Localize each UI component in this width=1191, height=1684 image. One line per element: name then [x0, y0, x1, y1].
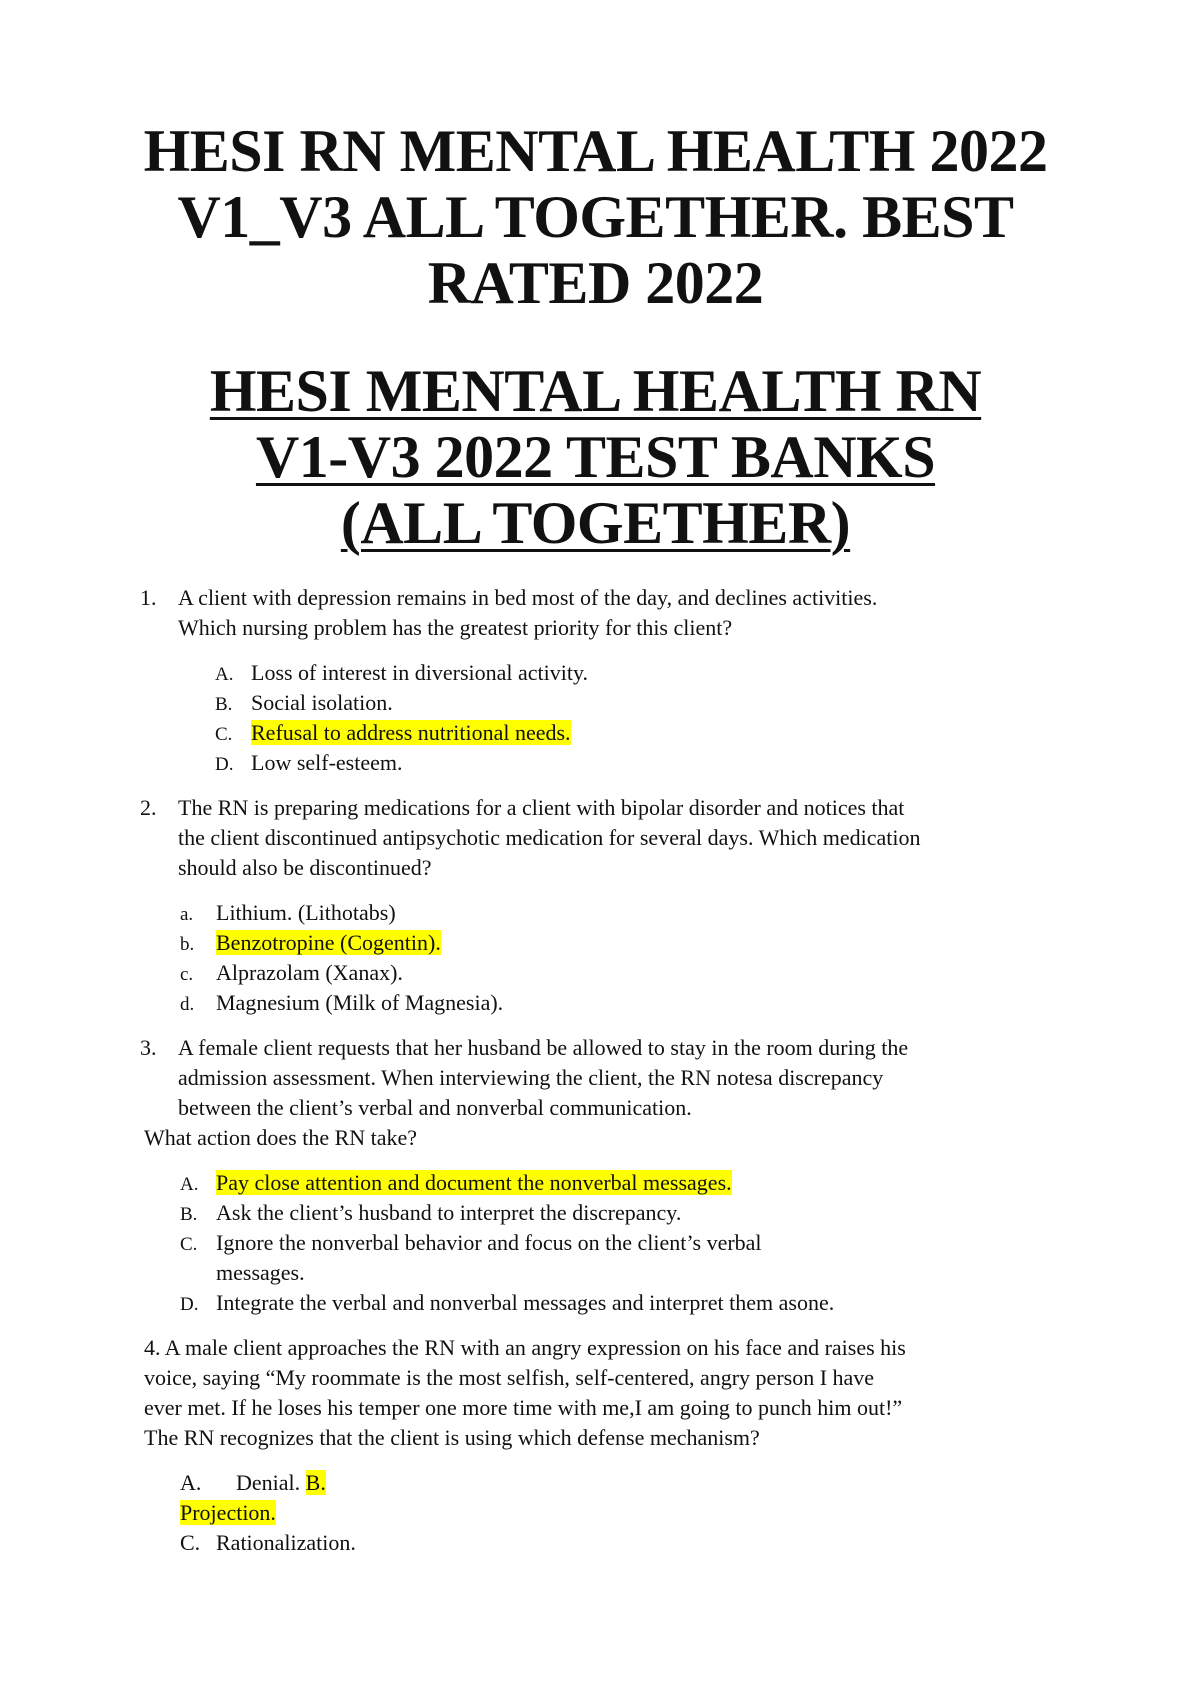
option-2d	[180, 988, 503, 1020]
question-text-line: A client with depression remains in bed most of the day, and declines activities.	[178, 585, 878, 610]
question-number: 1.	[140, 585, 157, 610]
document-title	[100, 118, 1091, 316]
option-4c	[180, 1528, 356, 1558]
question-text-line: voice, saying “My roommate is the most selfish, self-centered, angry person I have	[144, 1365, 875, 1390]
option-text: Alprazolam (Xanax).	[216, 960, 403, 985]
question-number: 2.	[140, 795, 157, 820]
question-text-line: Which nursing problem has the greatest priority for this client?	[178, 615, 733, 640]
document-subtitle	[100, 358, 1091, 556]
subtitle-line: V1-V3 2022 TEST BANKS	[255, 424, 936, 490]
option-2b	[180, 928, 441, 960]
option-2c	[180, 958, 403, 990]
question-2	[140, 793, 1090, 883]
option-letter: a.	[180, 904, 194, 925]
option-text: Magnesium (Milk of Magnesia).	[216, 990, 504, 1015]
question-number: 4.	[144, 1335, 161, 1360]
option-text-highlighted: Refusal to address nutritional needs.	[251, 720, 571, 745]
subtitle-line: HESI MENTAL HEALTH RN	[209, 358, 982, 424]
option-text: Denial.	[236, 1470, 301, 1495]
option-text: Social isolation.	[251, 690, 393, 715]
question-text-line: the client discontinued antipsychotic medication for several days. Which medication	[178, 825, 921, 850]
option-letter-highlighted: B.	[305, 1470, 326, 1495]
option-letter: B.	[215, 694, 233, 715]
option-1b	[215, 688, 393, 720]
option-text: Ignore the nonverbal behavior and focus on the client’s verbal	[216, 1230, 762, 1255]
option-2a	[180, 898, 396, 930]
option-3a	[180, 1168, 732, 1200]
option-text: Ask the client’s husband to interpret the discrepancy.	[216, 1200, 682, 1225]
option-letter: c.	[180, 964, 194, 985]
option-text-highlighted: Pay close attention and document the nonverbal messages.	[216, 1170, 732, 1195]
option-3d	[180, 1288, 834, 1320]
option-text: Lithium. (Lithotabs)	[216, 900, 396, 925]
question-1	[140, 583, 1090, 643]
option-letter: C.	[180, 1530, 201, 1555]
title-line: V1_V3 ALL TOGETHER. BEST	[177, 184, 1014, 250]
question-text-line: between the client’s verbal and nonverbal communication.	[178, 1095, 692, 1120]
option-letter: D.	[215, 754, 234, 775]
option-letter: D.	[180, 1294, 199, 1315]
subtitle-line: (ALL TOGETHER)	[340, 490, 851, 556]
question-number: 3.	[140, 1035, 157, 1060]
question-text-line: should also be discontinued?	[178, 855, 432, 880]
question-text-line: The RN is preparing medications for a client with bipolar disorder and notices that	[178, 795, 905, 820]
option-text-highlighted: Projection.	[180, 1500, 276, 1525]
option-text: Integrate the verbal and nonverbal messages and interpret them asone.	[216, 1290, 835, 1315]
option-letter: A.	[180, 1470, 202, 1495]
question-text-line: A female client requests that her husband be allowed to stay in the room during the	[178, 1035, 909, 1060]
option-letter: d.	[180, 994, 195, 1015]
option-letter: B.	[180, 1204, 198, 1225]
question-4	[144, 1333, 1094, 1453]
option-4a	[180, 1468, 326, 1498]
option-text: Loss of interest in diversional activity.	[251, 660, 589, 685]
option-letter: C.	[215, 724, 233, 745]
option-letter: A.	[180, 1174, 199, 1195]
option-1a	[215, 658, 588, 690]
option-text: Rationalization.	[216, 1530, 356, 1555]
title-line: RATED 2022	[427, 250, 764, 316]
question-3	[140, 1033, 1090, 1153]
option-letter: b.	[180, 934, 195, 955]
question-text-line	[144, 1333, 1094, 1363]
question-text-line: What action does the RN take?	[144, 1125, 418, 1150]
option-text-highlighted: Benzotropine (Cogentin).	[216, 930, 441, 955]
option-text: Low self-esteem.	[251, 750, 403, 775]
option-3b	[180, 1198, 681, 1230]
option-3c-continuation: messages.	[216, 1260, 305, 1285]
option-3c	[180, 1228, 762, 1260]
option-4b	[180, 1498, 276, 1528]
question-text-line: A male client approaches the RN with an angry expression on his face and raises his	[164, 1335, 906, 1360]
title-line: HESI RN MENTAL HEALTH 2022	[143, 118, 1048, 184]
question-text-line: admission assessment. When interviewing the client, the RN notesa discrepancy	[178, 1065, 884, 1090]
question-text-line: ever met. If he loses his temper one more time with me,I am going to punch him out!”	[144, 1395, 903, 1420]
option-letter: C.	[180, 1234, 198, 1255]
option-1c	[215, 718, 571, 750]
option-1d	[215, 748, 403, 780]
option-letter: A.	[215, 664, 234, 685]
question-text-line: The RN recognizes that the client is using which defense mechanism?	[144, 1425, 760, 1450]
